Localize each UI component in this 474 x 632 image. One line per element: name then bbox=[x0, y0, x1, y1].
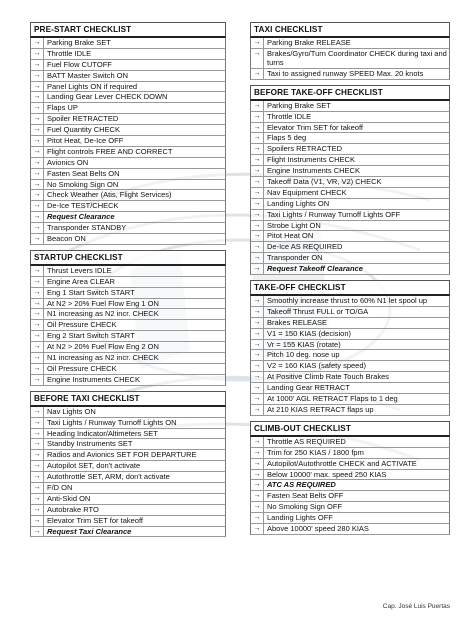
arrow-right-icon: → bbox=[31, 375, 44, 385]
arrow-right-icon: → bbox=[251, 502, 264, 512]
checklist-item bbox=[30, 483, 226, 494]
checklist-item bbox=[30, 472, 226, 483]
checklist-item-text: Parking Brake SET bbox=[267, 100, 331, 110]
arrow-right-icon: → bbox=[251, 155, 264, 165]
arrow-right-icon: → bbox=[251, 199, 264, 209]
arrow-right-icon: → bbox=[31, 353, 44, 363]
arrow-right-icon: → bbox=[251, 49, 264, 68]
arrow-right-icon: → bbox=[31, 407, 44, 417]
checklist-item bbox=[250, 524, 450, 535]
arrow-right-icon: → bbox=[31, 201, 44, 211]
checklist-item bbox=[30, 234, 226, 245]
checklist-item-text: Landing Lights OFF bbox=[267, 513, 333, 523]
arrow-right-icon: → bbox=[31, 136, 44, 146]
checklist-item-text: Engine Instruments CHECK bbox=[267, 166, 360, 176]
section-heading: CLIMB-OUT CHECKLIST bbox=[250, 421, 450, 437]
checklist-item-text: Eng 1 Start Switch START bbox=[47, 287, 135, 297]
arrow-right-icon: → bbox=[31, 439, 44, 449]
checklist-item-text: At 1000' AGL RETRACT Flaps to 1 deg bbox=[267, 394, 398, 404]
checklist-item-text: Transponder ON bbox=[267, 253, 323, 263]
arrow-right-icon: → bbox=[251, 123, 264, 133]
arrow-right-icon: → bbox=[31, 516, 44, 526]
arrow-right-icon: → bbox=[31, 82, 44, 92]
checklist-item-text: Transponder STANDBY bbox=[47, 223, 127, 233]
checklist-item bbox=[30, 266, 226, 277]
startup-checklist-section bbox=[30, 250, 226, 386]
checklist-item bbox=[250, 394, 450, 405]
arrow-right-icon: → bbox=[251, 112, 264, 122]
checklist-item-text: Fasten Seat Belts ON bbox=[47, 168, 120, 178]
checklist-item-text: Elevator Trim SET for takeoff bbox=[267, 122, 364, 132]
checklist-item bbox=[250, 340, 450, 351]
arrow-right-icon: → bbox=[251, 38, 264, 48]
checklist-item bbox=[30, 201, 226, 212]
checklist-item-text: Parking Brake RELEASE bbox=[267, 38, 351, 47]
checklist-item bbox=[30, 92, 226, 103]
checklist-item bbox=[30, 429, 226, 440]
checklist-item-text: No Smoking Sign ON bbox=[47, 179, 119, 189]
checklist-item-text: Flaps 5 deg bbox=[267, 133, 307, 143]
arrow-right-icon: → bbox=[31, 418, 44, 428]
arrow-right-icon: → bbox=[251, 101, 264, 111]
checklist-item-text: Pitot Heat ON bbox=[267, 231, 314, 241]
section-heading: STARTUP CHECKLIST bbox=[30, 250, 226, 266]
checklist-item-text: Above 10000' speed 280 KIAS bbox=[267, 523, 369, 533]
checklist-item-text: Throttle IDLE bbox=[47, 48, 92, 58]
checklist-item bbox=[250, 502, 450, 513]
checklist-item bbox=[30, 407, 226, 418]
checklist-item-text: Taxi to assigned runway SPEED Max. 20 knots bbox=[267, 68, 424, 78]
climb-out-checklist-section bbox=[250, 421, 450, 535]
arrow-right-icon: → bbox=[251, 394, 264, 404]
checklist-item-text: Fasten Seat Belts OFF bbox=[267, 491, 344, 501]
arrow-right-icon: → bbox=[31, 450, 44, 460]
arrow-right-icon: → bbox=[251, 166, 264, 176]
checklist-item bbox=[30, 331, 226, 342]
arrow-right-icon: → bbox=[31, 92, 44, 102]
arrow-right-icon: → bbox=[31, 364, 44, 374]
checklist-item bbox=[30, 320, 226, 331]
checklist-item-text: F/D ON bbox=[47, 482, 73, 492]
checklist-item-text: Throttle AS REQUIRED bbox=[267, 436, 346, 446]
checklist-item bbox=[30, 103, 226, 114]
checklist-item bbox=[30, 309, 226, 320]
checklist-item bbox=[30, 169, 226, 180]
checklist-item-text: Trim for 250 KIAS / 1800 fpm bbox=[267, 447, 364, 457]
arrow-right-icon: → bbox=[251, 318, 264, 328]
arrow-right-icon: → bbox=[251, 524, 264, 534]
take-off-checklist-section bbox=[250, 280, 450, 416]
checklist-item bbox=[30, 147, 226, 158]
checklist-item-text: Request Taxi Clearance bbox=[47, 526, 132, 536]
checklist-item-text: Anti-Skid ON bbox=[47, 493, 91, 503]
arrow-right-icon: → bbox=[31, 38, 44, 48]
checklist-item-text: De-Ice AS REQUIRED bbox=[267, 242, 343, 252]
arrow-right-icon: → bbox=[251, 448, 264, 458]
checklist-item bbox=[30, 190, 226, 201]
left-column bbox=[30, 22, 226, 542]
arrow-right-icon: → bbox=[251, 480, 264, 490]
taxi-checklist-section bbox=[250, 22, 450, 80]
checklist-item-text: Standby Instruments SET bbox=[47, 439, 133, 449]
arrow-right-icon: → bbox=[251, 144, 264, 154]
checklist-item bbox=[250, 188, 450, 199]
arrow-right-icon: → bbox=[31, 331, 44, 341]
checklist-item bbox=[250, 133, 450, 144]
checklist-item-text: Brakes/Gyro/Turn Coordinator CHECK during taxi and turns bbox=[267, 48, 447, 67]
checklist-item-text: Engine Instruments CHECK bbox=[47, 374, 140, 384]
arrow-right-icon: → bbox=[251, 491, 264, 501]
checklist-item-text: Spoilers RETRACTED bbox=[267, 144, 343, 154]
arrow-right-icon: → bbox=[251, 459, 264, 469]
checklist-item-text: N1 increasing as N2 incr. CHECK bbox=[47, 309, 159, 319]
checklist-item bbox=[250, 101, 450, 112]
checklist-item bbox=[30, 450, 226, 461]
arrow-right-icon: → bbox=[31, 461, 44, 471]
arrow-right-icon: → bbox=[251, 231, 264, 241]
checklist-item bbox=[250, 372, 450, 383]
checklist-item bbox=[250, 329, 450, 340]
checklist-item-text: Autobrake RTO bbox=[47, 504, 99, 514]
arrow-right-icon: → bbox=[251, 513, 264, 523]
arrow-right-icon: → bbox=[31, 169, 44, 179]
arrow-right-icon: → bbox=[31, 472, 44, 482]
checklist-item-text: Flight Instruments CHECK bbox=[267, 155, 355, 165]
before-taxi-checklist-section bbox=[30, 391, 226, 538]
checklist-item bbox=[30, 364, 226, 375]
checklist-item-text: Vr = 155 KIAS (rotate) bbox=[267, 339, 341, 349]
checklist-item-text: Check Weather (Atis, Flight Services) bbox=[47, 190, 172, 200]
checklist-item-text: Fuel Flow CUTOFF bbox=[47, 59, 112, 69]
arrow-right-icon: → bbox=[31, 309, 44, 319]
checklist-item-text: Taxi Lights / Runway Turnoff Lights ON bbox=[47, 417, 177, 427]
arrow-right-icon: → bbox=[31, 103, 44, 113]
checklist-item bbox=[250, 470, 450, 481]
arrow-right-icon: → bbox=[251, 221, 264, 231]
checklist-item-text: Oil Pressure CHECK bbox=[47, 320, 117, 330]
checklist-item-text: Takeoff Thrust FULL or TO/GA bbox=[267, 306, 369, 316]
arrow-right-icon: → bbox=[31, 212, 44, 222]
checklist-item-text: Elevator Trim SET for takeoff bbox=[47, 515, 144, 525]
arrow-right-icon: → bbox=[31, 527, 44, 537]
checklist-item bbox=[250, 318, 450, 329]
checklist-item-text: Request Takeoff Clearance bbox=[267, 264, 363, 274]
checklist-item-text: Fuel Quantity CHECK bbox=[47, 125, 120, 135]
checklist-item bbox=[30, 299, 226, 310]
section-heading: TAXI CHECKLIST bbox=[250, 22, 450, 38]
checklist-item-text: No Smoking Sign OFF bbox=[267, 502, 343, 512]
checklist-item bbox=[250, 221, 450, 232]
checklist-item bbox=[30, 180, 226, 191]
arrow-right-icon: → bbox=[31, 49, 44, 59]
checklist-item-text: Landing Gear Lever CHECK DOWN bbox=[47, 92, 168, 102]
checklist-item bbox=[250, 38, 450, 49]
arrow-right-icon: → bbox=[251, 133, 264, 143]
arrow-right-icon: → bbox=[251, 307, 264, 317]
checklist-item-text: BATT Master Switch ON bbox=[47, 70, 128, 80]
checklist-item bbox=[30, 353, 226, 364]
checklist-item bbox=[250, 69, 450, 80]
checklist-item-text: At N2 > 20% Fuel Flow Eng 2 ON bbox=[47, 342, 159, 352]
checklist-item bbox=[30, 60, 226, 71]
arrow-right-icon: → bbox=[31, 277, 44, 287]
section-heading: BEFORE TAKE-OFF CHECKLIST bbox=[250, 85, 450, 101]
checklist-item bbox=[250, 242, 450, 253]
checklist-item bbox=[30, 439, 226, 450]
checklist-item-text: Pitot Heat, De-Ice OFF bbox=[47, 136, 124, 146]
author-credit: Cap. José Luis Puertas bbox=[382, 603, 450, 610]
checklist-item-text: Taxi Lights / Runway Turnoff Lights OFF bbox=[267, 209, 401, 219]
arrow-right-icon: → bbox=[251, 242, 264, 252]
checklist-item bbox=[30, 136, 226, 147]
checklist-item-text: Avionics ON bbox=[47, 157, 89, 167]
checklist-item-text: Heading Indicator/Altimeters SET bbox=[47, 428, 158, 438]
checklist-item-text: Oil Pressure CHECK bbox=[47, 363, 117, 373]
arrow-right-icon: → bbox=[251, 405, 264, 415]
checklist-item bbox=[30, 288, 226, 299]
arrow-right-icon: → bbox=[31, 223, 44, 233]
arrow-right-icon: → bbox=[31, 320, 44, 330]
arrow-right-icon: → bbox=[31, 114, 44, 124]
right-column bbox=[250, 22, 450, 540]
checklist-item bbox=[30, 38, 226, 49]
checklist-item bbox=[30, 516, 226, 527]
checklist-item-text: Flight controls FREE AND CORRECT bbox=[47, 146, 173, 156]
checklist-item bbox=[250, 123, 450, 134]
checklist-item-text: Autopilot/Autothrottle CHECK and ACTIVATE bbox=[267, 458, 417, 468]
checklist-item bbox=[250, 264, 450, 275]
checklist-item-text: At Positive Climb Rate Touch Brakes bbox=[267, 372, 389, 382]
checklist-item-text: Pitch 10 deg. nose up bbox=[267, 350, 340, 360]
checklist-item bbox=[250, 307, 450, 318]
checklist-item bbox=[30, 212, 226, 223]
checklist-item bbox=[30, 49, 226, 60]
checklist-item-text: V2 = 160 KIAS (safety speed) bbox=[267, 361, 367, 371]
checklist-item-text: Landing Lights ON bbox=[267, 198, 330, 208]
checklist-item bbox=[30, 125, 226, 136]
section-heading: PRE-START CHECKLIST bbox=[30, 22, 226, 38]
checklist-item bbox=[250, 513, 450, 524]
checklist-item bbox=[30, 461, 226, 472]
arrow-right-icon: → bbox=[251, 361, 264, 371]
checklist-item-text: Radios and Avionics SET FOR DEPARTURE bbox=[47, 450, 197, 460]
checklist-item bbox=[30, 223, 226, 234]
checklist-item bbox=[30, 71, 226, 82]
arrow-right-icon: → bbox=[31, 429, 44, 439]
checklist-item bbox=[250, 296, 450, 307]
checklist-item bbox=[250, 144, 450, 155]
checklist-item-text: Eng 2 Start Switch START bbox=[47, 331, 135, 341]
checklist-item-text: Takeoff Data (V1, VR, V2) CHECK bbox=[267, 177, 382, 187]
checklist-item bbox=[250, 155, 450, 166]
arrow-right-icon: → bbox=[31, 266, 44, 276]
checklist-item bbox=[250, 448, 450, 459]
arrow-right-icon: → bbox=[31, 158, 44, 168]
pre-start-checklist-section bbox=[30, 22, 226, 245]
checklist-item bbox=[250, 112, 450, 123]
checklist-item bbox=[30, 342, 226, 353]
arrow-right-icon: → bbox=[31, 494, 44, 504]
checklist-item bbox=[30, 375, 226, 386]
arrow-right-icon: → bbox=[31, 299, 44, 309]
arrow-right-icon: → bbox=[251, 188, 264, 198]
checklist-item-text: Request Clearance bbox=[47, 212, 115, 222]
arrow-right-icon: → bbox=[31, 288, 44, 298]
checklist-item-text: Nav Lights ON bbox=[47, 406, 96, 416]
checklist-item bbox=[250, 177, 450, 188]
checklist-item-text: Beacon ON bbox=[47, 234, 86, 244]
arrow-right-icon: → bbox=[251, 210, 264, 220]
checklist-item-text: Thrust Levers IDLE bbox=[47, 265, 112, 275]
arrow-right-icon: → bbox=[31, 60, 44, 70]
arrow-right-icon: → bbox=[251, 264, 264, 274]
arrow-right-icon: → bbox=[251, 350, 264, 360]
arrow-right-icon: → bbox=[251, 470, 264, 480]
checklist-item-text: De-Ice TEST/CHECK bbox=[47, 201, 119, 211]
checklist-item-text: Flaps UP bbox=[47, 103, 78, 113]
arrow-right-icon: → bbox=[251, 177, 264, 187]
arrow-right-icon: → bbox=[31, 342, 44, 352]
checklist-item bbox=[250, 231, 450, 242]
checklist-item-text: Spoiler RETRACTED bbox=[47, 114, 119, 124]
checklist-item-text: Landing Gear RETRACT bbox=[267, 383, 350, 393]
arrow-right-icon: → bbox=[31, 180, 44, 190]
arrow-right-icon: → bbox=[31, 125, 44, 135]
checklist-item bbox=[250, 199, 450, 210]
section-heading: BEFORE TAXI CHECKLIST bbox=[30, 391, 226, 407]
checklist-item bbox=[250, 383, 450, 394]
arrow-right-icon: → bbox=[251, 372, 264, 382]
checklist-item-text: Brakes RELEASE bbox=[267, 317, 328, 327]
arrow-right-icon: → bbox=[251, 437, 264, 447]
checklist-item bbox=[250, 210, 450, 221]
checklist-item bbox=[30, 505, 226, 516]
checklist-item-text: V1 = 150 KIAS (decision) bbox=[267, 328, 352, 338]
checklist-item-text: Parking Brake SET bbox=[47, 38, 111, 47]
checklist-item bbox=[250, 49, 450, 69]
checklist-item bbox=[30, 418, 226, 429]
checklist-item bbox=[30, 277, 226, 288]
checklist-item bbox=[250, 253, 450, 264]
checklist-item bbox=[250, 166, 450, 177]
arrow-right-icon: → bbox=[31, 190, 44, 200]
checklist-item-text: At N2 > 20% Fuel Flow Eng 1 ON bbox=[47, 298, 159, 308]
arrow-right-icon: → bbox=[251, 253, 264, 263]
checklist-item bbox=[30, 158, 226, 169]
checklist-item bbox=[250, 459, 450, 470]
checklist-item-text: Nav Equipment CHECK bbox=[267, 187, 347, 197]
checklist-item bbox=[30, 527, 226, 538]
arrow-right-icon: → bbox=[31, 483, 44, 493]
checklist-item-text: Autopilot SET, don't activate bbox=[47, 461, 141, 471]
arrow-right-icon: → bbox=[251, 69, 264, 79]
checklist-item-text: Panel Lights ON if required bbox=[47, 81, 138, 91]
arrow-right-icon: → bbox=[31, 147, 44, 157]
checklist-item-text: At 210 KIAS RETRACT flaps up bbox=[267, 404, 374, 414]
checklist-item-text: Smoothly increase thrust to 60% N1 let spool up bbox=[267, 296, 428, 306]
checklist-item-text: Strobe Light ON bbox=[267, 220, 321, 230]
checklist-item bbox=[30, 114, 226, 125]
checklist-item-text: ATC AS REQUIRED bbox=[267, 480, 336, 490]
section-heading: TAKE-OFF CHECKLIST bbox=[250, 280, 450, 296]
checklist-item bbox=[250, 361, 450, 372]
checklist-item bbox=[250, 405, 450, 416]
checklist-item-text: Engine Area CLEAR bbox=[47, 276, 115, 286]
arrow-right-icon: → bbox=[31, 71, 44, 81]
checklist-item bbox=[30, 494, 226, 505]
checklist-item bbox=[250, 480, 450, 491]
checklist-item bbox=[30, 82, 226, 93]
arrow-right-icon: → bbox=[31, 505, 44, 515]
checklist-item-text: Autothrottle SET, ARM, don't activate bbox=[47, 472, 170, 482]
checklist-item-text: Throttle IDLE bbox=[267, 111, 312, 121]
checklist-item bbox=[250, 437, 450, 448]
checklist-item bbox=[250, 350, 450, 361]
checklist-item-text: Below 10000' max. speed 250 KIAS bbox=[267, 469, 387, 479]
before-take-off-checklist-section bbox=[250, 85, 450, 275]
arrow-right-icon: → bbox=[251, 296, 264, 306]
arrow-right-icon: → bbox=[31, 234, 44, 244]
arrow-right-icon: → bbox=[251, 383, 264, 393]
arrow-right-icon: → bbox=[251, 329, 264, 339]
checklist-item bbox=[250, 491, 450, 502]
arrow-right-icon: → bbox=[251, 340, 264, 350]
checklist-item-text: N1 increasing as N2 incr. CHECK bbox=[47, 353, 159, 363]
